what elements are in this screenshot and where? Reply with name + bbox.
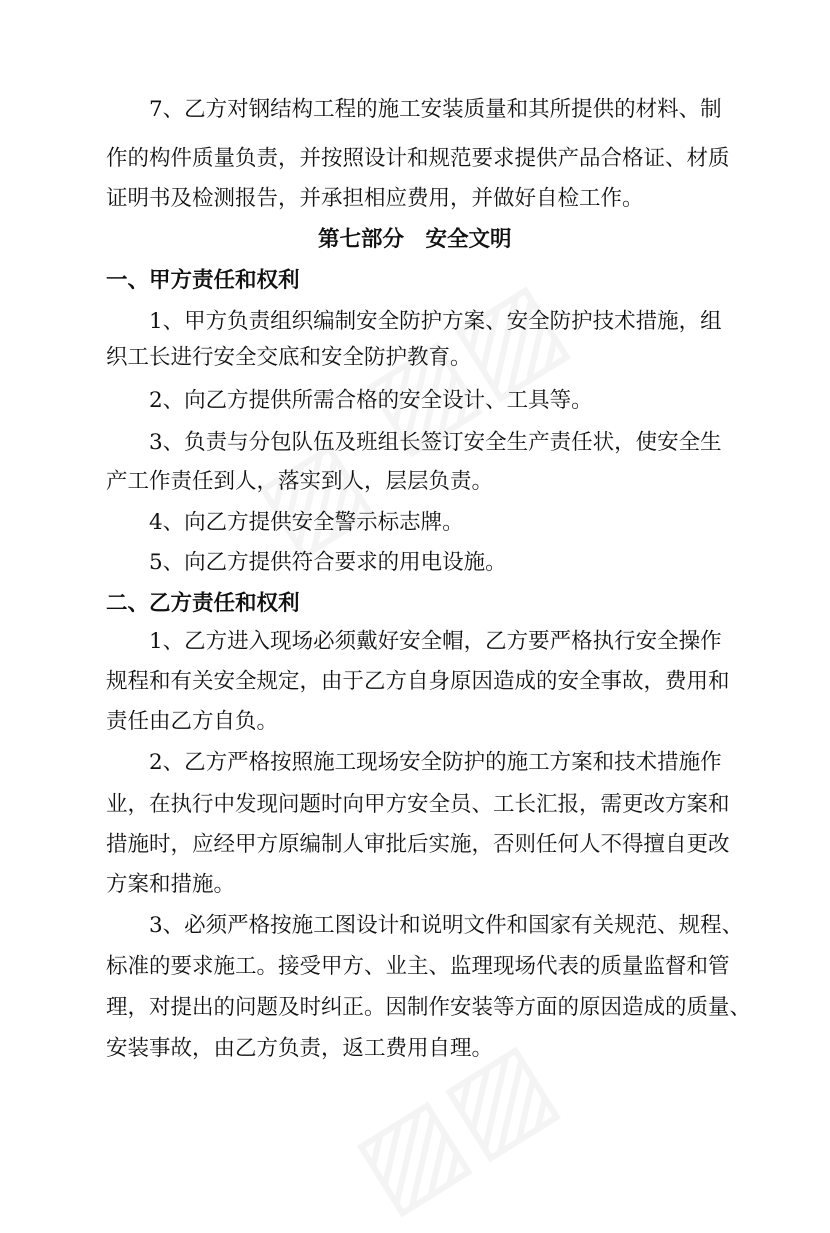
section1-heading: 一、甲方责任和权利	[106, 268, 300, 293]
para7-line1: 7、乙方对钢结构工程的施工安装质量和其所提供的材料、制	[149, 97, 722, 122]
section2-item1-line2: 规程和有关安全规定，由于乙方自身原因造成的安全事故，费用和	[106, 669, 730, 694]
section1-item3-line1: 3、负责与分包队伍及班组长签订安全生产责任状，使安全生	[149, 430, 722, 455]
section1-item5: 5、向乙方提供符合要求的用电设施。	[149, 550, 507, 575]
section2-item3-line4: 安装事故，由乙方负责，返工费用自理。	[106, 1036, 494, 1061]
section2-item3-line1: 3、必须严格按施工图设计和说明文件和国家有关规范、规程、	[149, 913, 744, 938]
part-title: 第七部分 安全文明	[318, 227, 512, 252]
section2-item2-line1: 2、乙方严格按照施工现场安全防护的施工方案和技术措施作	[149, 750, 722, 775]
section2-item1-line3: 责任由乙方自负。	[106, 709, 279, 734]
section1-item2: 2、向乙方提供所需合格的安全设计、工具等。	[149, 388, 593, 413]
section1-item3-line2: 产工作责任到人，落实到人，层层负责。	[106, 469, 494, 494]
para7-line3: 证明书及检测报告，并承担相应费用，并做好自检工作。	[106, 186, 644, 211]
section1-item1-line2: 织工长进行安全交底和安全防护教育。	[106, 345, 472, 370]
section2-item2-line4: 方案和措施。	[106, 872, 236, 897]
section1-item1-line1: 1、甲方负责组织编制安全防护方案、安全防护技术措施，组	[149, 309, 722, 334]
section2-item2-line3: 措施时，应经甲方原编制人审批后实施，否则任何人不得擅自更改	[106, 832, 730, 857]
section2-item3-line3: 理，对提出的问题及时纠正。因制作安装等方面的原因造成的质量、	[106, 995, 752, 1020]
section2-item3-line2: 标准的要求施工。接受甲方、业主、监理现场代表的质量监督和管	[106, 954, 730, 979]
section1-item4: 4、向乙方提供安全警示标志牌。	[149, 510, 464, 535]
section2-item2-line2: 业，在执行中发现问题时向甲方安全员、工长汇报，需更改方案和	[106, 792, 730, 817]
section2-heading: 二、乙方责任和权利	[106, 591, 300, 616]
para7-line2: 作的构件质量负责，并按照设计和规范要求提供产品合格证、材质	[106, 146, 730, 171]
section2-item1-line1: 1、乙方进入现场必须戴好安全帽，乙方要严格执行安全操作	[149, 629, 722, 654]
